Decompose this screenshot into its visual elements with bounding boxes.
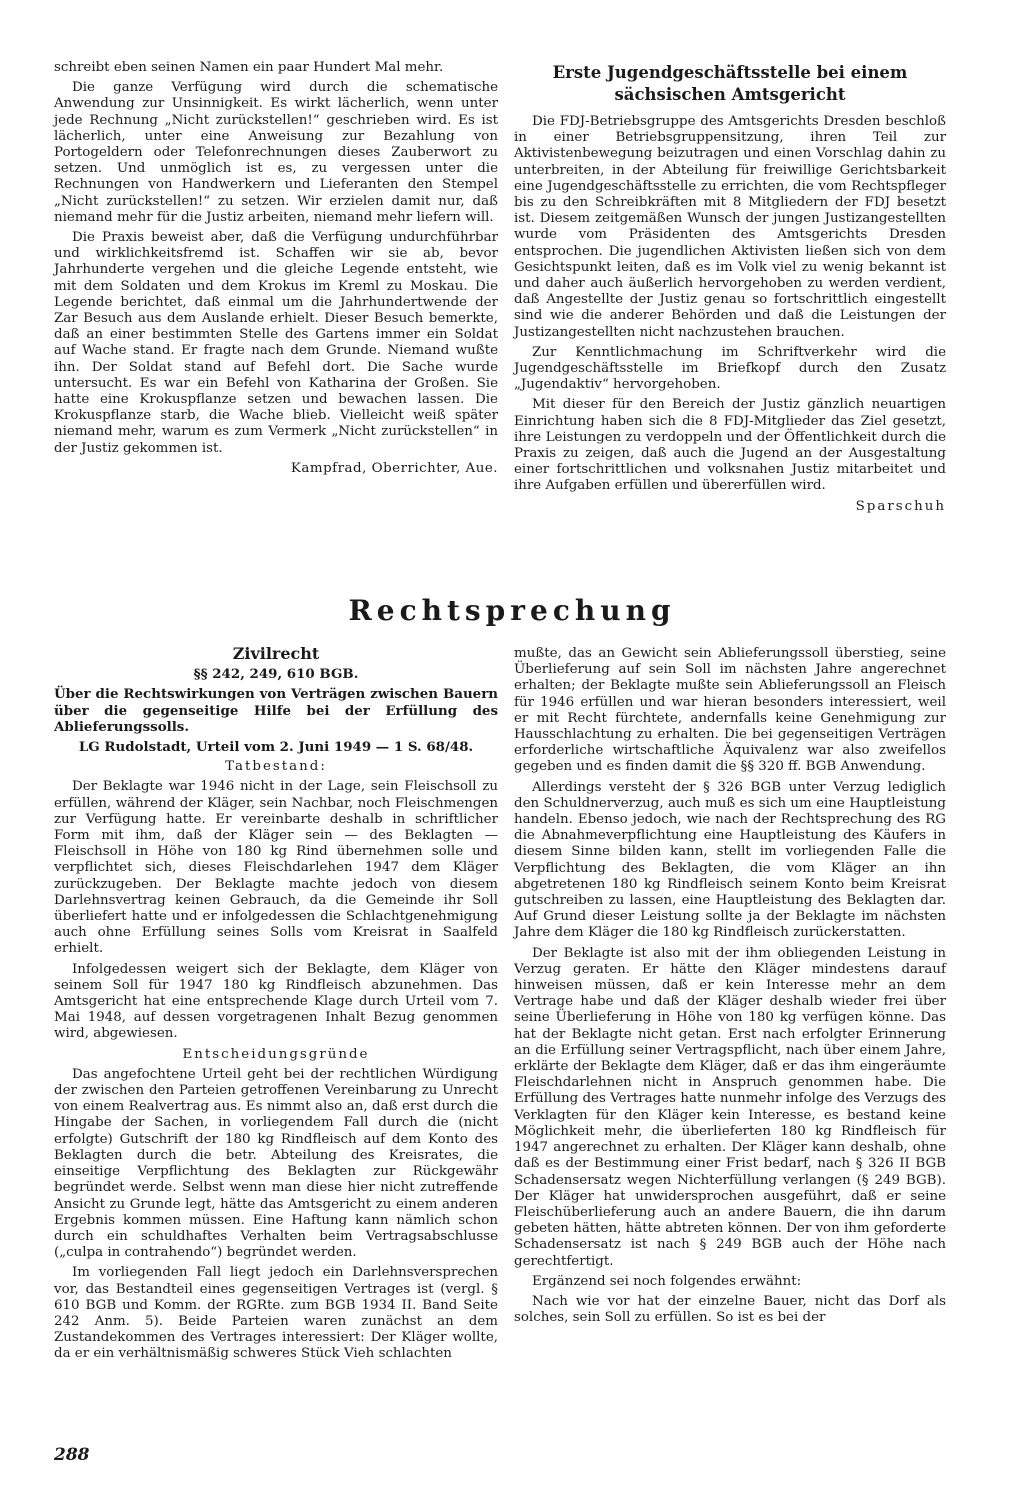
paragraph: mußte, das an Gewicht sein Ablieferungssoll überstieg, seine Überlieferung auf sein Soll im nächsten Jahre angerechnet erhalten; der Beklagte mußte sein Ablieferungssoll an Fleisch für 1946 erfüllen und war hieran besonders interessiert, weil er mit Recht fürchtete, andernfalls keine Genehmigung zur Hausschlachtung zu erhalten. Die bei gegenseitigen Verträgen erforderliche wirtschaftliche Äquivalenz war also zweifellos gegeben und es finden damit die §§ 320 ff. BGB Anwendung. bbox=[514, 646, 946, 775]
page-number: 288 bbox=[54, 1445, 90, 1465]
paragraph: schreibt eben seinen Namen ein paar Hundert Mal mehr. bbox=[54, 60, 444, 75]
paragraph: Mit dieser für den Bereich der Justiz gänzlich neuartigen Einrichtung haben sich die 8 FDJ-Mitglieder das Ziel gesetzt, ihre Leistungen zu verdoppeln und der Öffentlichkeit durch die Praxis zu zeigen, daß auch die Jugend an der Ausgestaltung einer fortschrittlichen und volksnahen Justiz mitarbeitet und ihre Aufgaben erfüllen und übererfüllen wird. bbox=[514, 397, 946, 494]
tatbestand-caption: Tatbestand: bbox=[225, 759, 327, 775]
paragraph: Ergänzend sei noch folgendes erwähnt: bbox=[532, 1273, 802, 1289]
article-title: Erste Jugendgeschäftsstelle bei einem sächsischen Amtsgericht bbox=[552, 63, 908, 104]
legal-references: §§ 242, 249, 610 BGB. bbox=[193, 666, 359, 683]
paragraph: Das angefochtene Urteil geht bei der rechtlichen Würdigung der zwischen den Parteien getroffenen Vereinbarung zu Unrecht von einem Realvertrag aus. Es nimmt also an, daß erst durch die Hingabe der Sachen, in vorliegendem Fall durch die (nicht erfolgte) Gutschrift der 180 kg Rindfleisch auf dem Konto des Beklagten durch die betr. Abteilung des Kreisrates, die einseitige Verpflichtung des Beklagten zur Rückgewähr begründet werde. Selbst wenn man diese hier nicht zutreffende Ansicht zu Grunde legt, hätte das Amtsgericht zu einem anderen Ergebnis kommen müssen. Eine Haftung kann nämlich schon durch ein schuldhaftes Verhalten beim Vertragsabschlusse („culpa in contrahendo“) begründet werden. bbox=[54, 1066, 498, 1261]
gruende-caption: Entscheidungsgründe bbox=[182, 1046, 370, 1062]
section-title: Rechtsprechung bbox=[348, 594, 676, 627]
paragraph: Der Beklagte ist also mit der ihm obliegenden Leistung in Verzug geraten. Er hätte den Kläger mindestens darauf hinweisen müssen, daß er kein Interesse mehr an dem Vertrage habe und daß der Kläger deshalb wieder frei über seine Überlieferung in Höhe von 180 kg verfügen könne. Das hat der Beklagte nicht getan. Erst nach erfolgter Erinnerung an die Erfüllung seiner Vertragspflicht, nach über einem Jahre, erklärte der Beklagte dem Kläger, daß er das ihm eingeräumte Fleischdarlehnen nicht in Anspruch genommen habe. Die Erfüllung des Vertrages hatte nunmehr infolge des Verzugs des Verklagten für den Kläger kein Interesse, es bestand keine Möglichkeit mehr, die überlieferten 180 kg Rindfleisch für 1947 angerechnet zu erhalten. Der Kläger kann deshalb, ohne daß es der Bestimmung einer Frist bedarf, nach § 326 II BGB Schadensersatz wegen Nichterfüllung verlangen (§ 249 BGB). Der Kläger hat unwidersprochen ausgeführt, daß er seine Fleischüberlieferung auch an andere Bauern, die ihn darum gebeten hätten, hätte abtreten können. Der von ihm geforderte Schadensersatz ist nach § 249 BGB auch der Höhe nach gerechtfertigt. bbox=[514, 945, 946, 1269]
paragraph: Im vorliegenden Fall liegt jedoch ein Darlehnsversprechen vor, das Bestandteil eines gegenseitigen Vertrages ist (vergl. § 610 BGB und Komm. der RGRte. zum BGB 1934 II. Band Seite 242 Anm. 5). Beide Parteien waren zunächst an dem Zustandekommen des Vertrages interessiert: Der Kläger wollte, da er ein verhältnismäßig schweres Stück Vieh schlachten bbox=[54, 1265, 498, 1362]
signature: Kampfrad, Oberrichter, Aue. bbox=[290, 460, 498, 476]
case-summary: Über die Rechtswirkungen von Verträgen zwischen Bauern über die gegenseitige Hilfe bei der Erfüllung des Ablieferungssolls. bbox=[54, 686, 498, 735]
column-bottom-left bbox=[54, 646, 498, 1363]
column-bottom-right bbox=[514, 646, 946, 1326]
column-top-left bbox=[54, 60, 498, 477]
paragraph: Infolgedessen weigert sich der Beklagte, dem Kläger von seinem Soll für 1947 180 kg Rindfleisch abzunehmen. Das Amtsgericht hat eine entsprechende Klage durch Urteil vom 7. Mai 1948, auf dessen vorgetragenen Inhalt Bezug genommen wird, abgewiesen. bbox=[54, 961, 498, 1042]
paragraph: Allerdings versteht der § 326 BGB unter Verzug lediglich den Schuldnerverzug, auch muß es sich um eine Hauptleistung handeln. Ebenso jedoch, wie nach der Rechtsprechung des RG die Abnahmeverpflichtung eine Hauptleistung des Käufers in diesem Sinne bilden kann, stellt im vorliegenden Falle die Verpflichtung des Beklagten, die vom Kläger an ihn abgetretenen 180 kg Rindfleisch seinem Konto beim Kreisrat gutschreiben zu lassen, eine Hauptleistung des Beklagten dar. Auf Grund dieser Leistung sollte ja der Beklagte im nächsten Jahre dem Kläger die 180 kg Rindfleisch zurückerstatten. bbox=[514, 779, 946, 941]
paragraph: Die Praxis beweist aber, daß die Verfügung undurchführbar und wirklichkeitsfremd ist. Schaffen wir sie ab, bevor Jahrhunderte vergehen und die gleiche Legende entsteht, wie mit dem Soldaten und dem Krokus im Kreml zu Moskau. Die Legende berichtet, daß einmal um die Jahrhundertwende der Zar Besuch aus dem Auslande erhielt. Dieser Besuch bemerkte, daß an einer bestimmten Stelle des Gartens immer ein Soldat auf Wache stand. Er fragte nach dem Grunde. Niemand wußte ihn. Der Soldat stand auf Befehl dort. Die Sache wurde untersucht. Es war ein Befehl von Katharina der Großen. Sie hatte eine Krokuspflanze setzen und bewachen lassen. Die Krokuspflanze starb, die Wache blieb. Vielleicht weiß später niemand mehr, warum es zum Vermerk „Nicht zurückstellen“ in der Justiz gekommen ist. bbox=[54, 230, 498, 456]
section-heading: Zivilrecht bbox=[232, 644, 320, 663]
court-citation: LG Rudolstadt, Urteil vom 2. Juni 1949 — 1 S. 68/48. bbox=[78, 739, 474, 756]
paragraph: Die FDJ-Betriebsgruppe des Amtsgerichts Dresden beschloß in einer Betriebsgruppensitzung, ihren Teil zur Aktivistenbewegung beizutragen und einen Vorschlag dahin zu unterbreiten, in der Abteilung für freiwillige Gerichtsbarkeit eine Jugendgeschäftsstelle zu errichten, die vom Rechtspfleger bis zu den Schreibkräften mit 8 Mitgliedern der FDJ besetzt ist. Diesem zeitgemäßen Wunsch der jungen Justizangestellten wurde vom Präsidenten des Amtsgerichts Dresden entsprochen. Die jugendlichen Aktivisten ließen sich von dem Gesichtspunkt leiten, daß es im Volk viel zu wenig bekannt ist und daher auch äußerlich hervorgehoben zu werden verdient, daß Angestellte der Justiz genau so fortschrittlich eingestellt sind wie die anderer Behörden und daß die Leistungen der Justizangestellten nicht nachzustehen brauchen. bbox=[514, 114, 946, 340]
paragraph: Die ganze Verfügung wird durch die schematische Anwendung zur Unsinnigkeit. Es wirkt lächerlich, wenn unter jede Rechnung „Nicht zurückstellen!“ geschrieben wird. Es ist lächerlich, unter eine Anweisung zur Bezahlung von Portogeldern oder Telefonrechnungen dieses Zauberwort zu setzen. Und unmöglich ist es, zu vergessen unter die Rechnungen von Handwerkern und Lieferanten den Stempel „Nicht zurückstellen!“ zu setzen. Wir erzielen damit nur, daß niemand mehr für die Justiz arbeiten, niemand mehr liefern will. bbox=[54, 80, 498, 225]
column-top-right bbox=[514, 62, 946, 515]
paragraph: Der Beklagte war 1946 nicht in der Lage, sein Fleischsoll zu erfüllen, während der Kläger, sein Nachbar, noch Fleischmengen zur Verfügung hatte. Er vereinbarte deshalb in schriftlicher Form mit ihm, daß der Kläger sein — des Beklagten — Fleischsoll in Höhe von 180 kg Rind übernehmen solle und verpflichtet sich, dieses Fleischdarlehen 1947 dem Kläger zurückzugeben. Der Beklagte machte jedoch von diesem Darlehnsvertrag keinen Gebrauch, da die Gemeinde ihr Soll überliefert hatte und er infolgedessen die Schlachtgenehmigung auch ohne Erfüllung seines Solls vom Kreisrat in Saalfeld erhielt. bbox=[54, 779, 498, 957]
paragraph: Zur Kenntlichmachung im Schriftverkehr wird die Jugendgeschäftsstelle im Briefkopf durch den Zusatz „Jugendaktiv“ hervorgehoben. bbox=[514, 344, 946, 393]
signature: Sparschuh bbox=[855, 498, 946, 514]
paragraph: Nach wie vor hat der einzelne Bauer, nicht das Dorf als solches, sein Soll zu erfüllen. So ist es bei der bbox=[514, 1293, 946, 1326]
